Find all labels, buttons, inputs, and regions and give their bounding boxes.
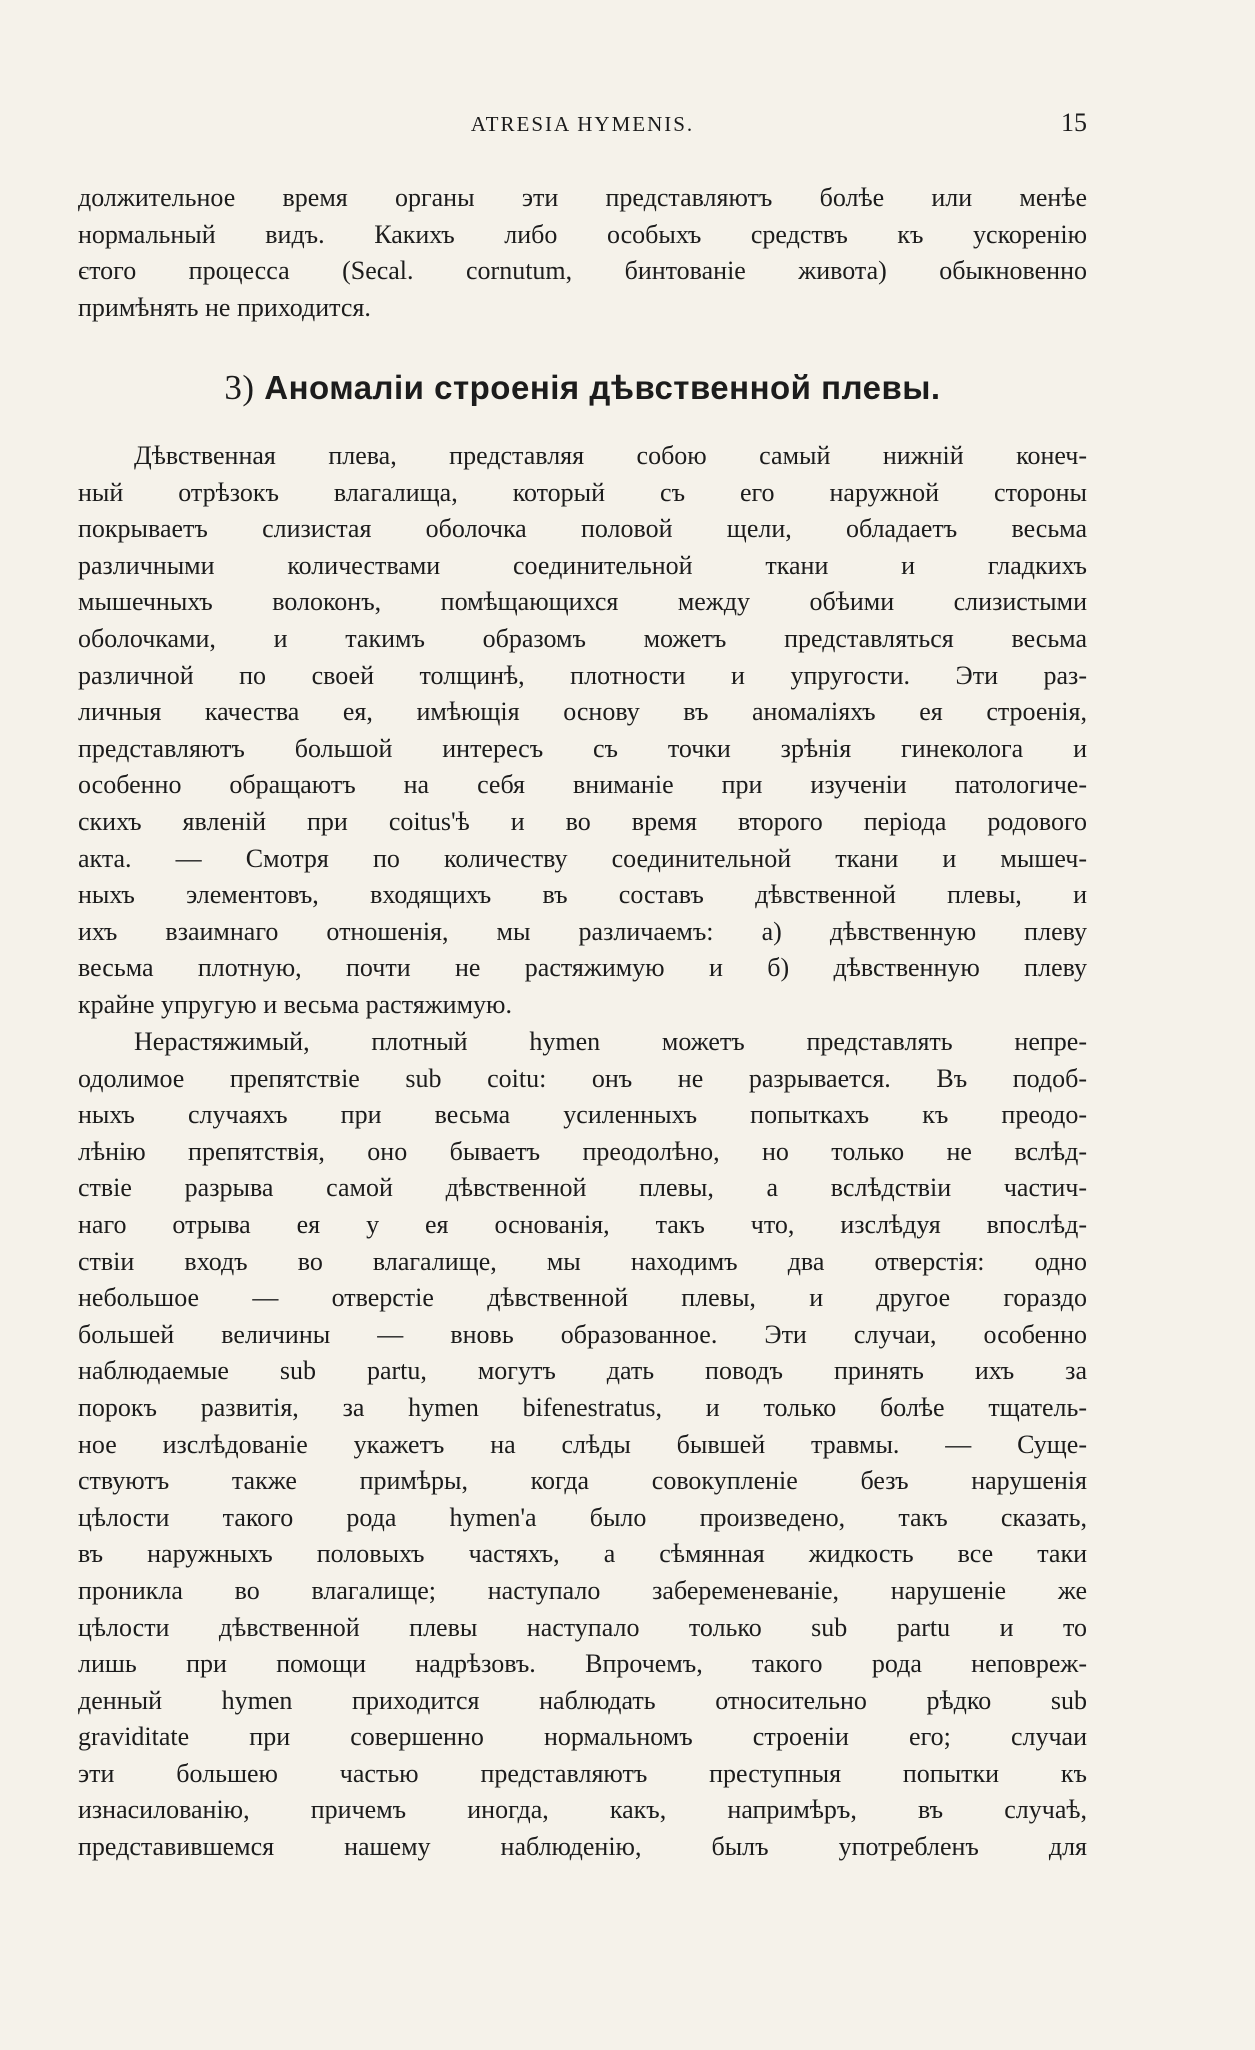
text-line: крайне упругую и весьма растяжимую.: [78, 989, 512, 1019]
text-line: небольшое — отверстіе дѣвственной плевы, и другое гораздо: [78, 1283, 1087, 1313]
text-line: различными количествами соединительной ткани и гладкихъ: [78, 550, 1087, 580]
text-line: цѣлости дѣвственной плевы наступало только sub partu и то: [78, 1612, 1087, 1642]
text-line: должительное время органы эти представляютъ болѣе или менѣе: [78, 183, 1087, 212]
text-line: ствуютъ также примѣры, когда совокупленіе безъ нарушенія: [78, 1466, 1087, 1496]
text-line: денный hymen приходится наблюдать относительно рѣдко sub: [78, 1685, 1087, 1715]
text-line: лѣнію препятствія, оно бываетъ преодолѣно, но только не вслѣд-: [78, 1136, 1087, 1166]
text-line: различной по своей толщинѣ, плотности и упругости. Эти раз-: [78, 660, 1087, 690]
text-line: представляютъ большой интересъ съ точки зрѣнія гинеколога и: [78, 733, 1087, 763]
text-line: ное изслѣдованіе укажетъ на слѣды бывшей травмы. — Суще-: [78, 1429, 1087, 1459]
text-line: оболочками, и такимъ образомъ можетъ представляться весьма: [78, 623, 1087, 653]
paragraph-1: [78, 438, 1087, 1024]
running-header: [78, 108, 1087, 146]
text-line: наго отрыва ея у ея основанія, такъ что, изслѣдуя впослѣд-: [78, 1209, 1087, 1239]
text-line: проникла во влагалище; наступало забеременеваніе, нарушеніе же: [78, 1575, 1087, 1605]
text-line: ихъ взаимнаго отношенія, мы различаемъ: а) дѣвственную плеву: [78, 916, 1087, 946]
text-line: эти большею частью представляютъ преступныя попытки къ: [78, 1758, 1087, 1788]
text-line: одолимое препятствіе sub coitu: онъ не разрывается. Въ подоб-: [78, 1063, 1087, 1093]
text-line: порокъ развитія, за hymen bifenestratus, и только болѣе тщатель-: [78, 1392, 1087, 1422]
text-line: лишь при помощи надрѣзовъ. Впрочемъ, такого рода неповреж-: [78, 1649, 1087, 1679]
text-line: graviditate при совершенно нормальномъ строеніи его; случаи: [78, 1722, 1087, 1752]
text-line: представившемся нашему наблюденію, былъ употребленъ для: [78, 1832, 1087, 1862]
text-line: ствіи входъ во влагалище, мы находимъ два отверстія: одно: [78, 1246, 1087, 1276]
text-line: особенно обращаютъ на себя вниманіе при изученіи патологиче-: [78, 770, 1087, 800]
page-number: 15: [1061, 108, 1087, 137]
text-line: ный отрѣзокъ влагалища, который съ его наружной стороны: [78, 477, 1087, 507]
text-line: изнасилованію, причемъ иногда, какъ, напримѣръ, въ случаѣ,: [78, 1795, 1087, 1825]
section-heading: [78, 368, 1087, 408]
text-line: ныхъ случаяхъ при весьма усиленныхъ попыткахъ къ преодо-: [78, 1100, 1087, 1130]
text-line: большей величины — вновь образованное. Эти случаи, особенно: [78, 1319, 1087, 1349]
running-title: ATRESIA HYMENIS.: [470, 112, 695, 136]
text-line: ныхъ элементовъ, входящихъ въ составъ дѣвственной плевы, и: [78, 880, 1087, 910]
text-line: въ наружныхъ половыхъ частяхъ, а сѣмянная жидкость все таки: [78, 1539, 1087, 1569]
text-line: примѣнять не приходится.: [78, 292, 371, 322]
section-number: 3): [224, 368, 255, 407]
text-line: наблюдаемые sub partu, могутъ дать поводъ принять ихъ за: [78, 1356, 1087, 1386]
text-line: Дѣвственная плева, представляя собою самый нижній конеч-: [134, 441, 1087, 470]
text-line: покрываетъ слизистая оболочка половой щели, обладаетъ весьма: [78, 514, 1087, 544]
text-line: акта. — Смотря по количеству соединительной ткани и мышеч-: [78, 843, 1087, 873]
text-line: цѣлости такого рода hymen'а было произведено, такъ сказать,: [78, 1502, 1087, 1532]
text-line: личныя качества ея, имѣющія основу въ аномаліяхъ ея строенія,: [78, 697, 1087, 727]
text-line: ствіе разрыва самой дѣвственной плевы, а вслѣдствіи частич-: [78, 1173, 1087, 1203]
text-line: єтого процесса (Secal. cornutum, бинтованіе живота) обыкновенно: [78, 256, 1087, 286]
text-line: нормальный видъ. Какихъ либо особыхъ средствъ къ ускоренію: [78, 219, 1087, 249]
paragraph-2: [78, 1024, 1087, 1866]
section-title: Аномаліи строенія дѣвственной плевы.: [264, 369, 941, 406]
text-line: весьма плотную, почти не растяжимую и б) дѣвственную плеву: [78, 953, 1087, 983]
text-line: мышечныхъ волоконъ, помѣщающихся между обѣими слизистыми: [78, 587, 1087, 617]
intro-paragraph: [78, 180, 1087, 326]
text-line: Нерастяжимый, плотный hymen можетъ представлять непре-: [134, 1027, 1087, 1056]
text-line: скихъ явленій при coitus'ѣ и во время второго періода родового: [78, 806, 1087, 836]
